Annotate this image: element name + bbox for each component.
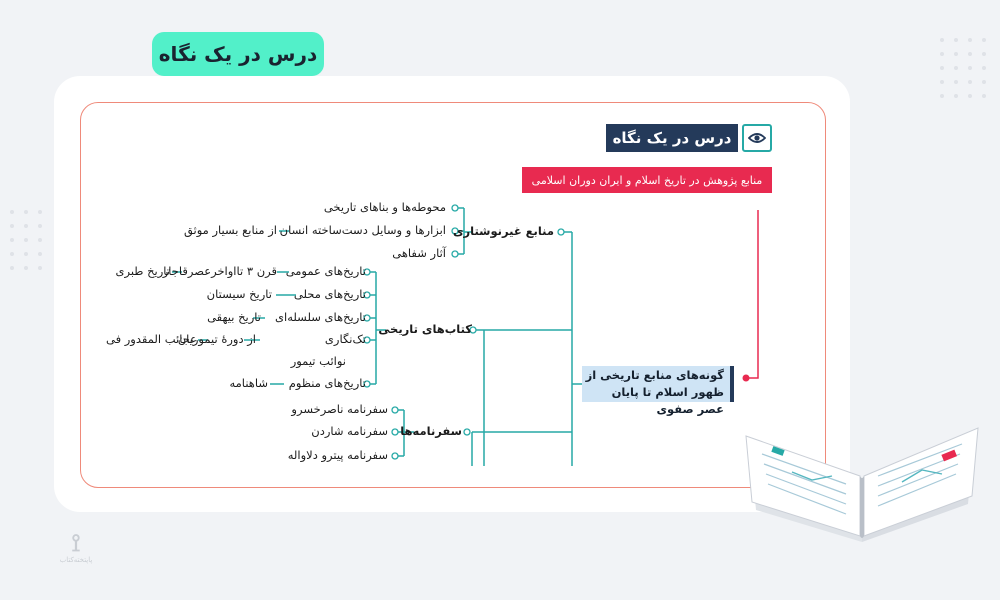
root-node-line2: ظهور اسلام تا پایان عصر صفوی [611,385,724,416]
root-node-line1: گونه‌های منابع تاریخی از [585,368,724,382]
books-general-example: تاریخ طبری [115,264,170,278]
non-written-item-artifacts-note: از منابع بسیار موثق [183,223,277,237]
books-monographs-period: از دورهٔ تیموریان [177,332,256,346]
books-monographs: تک‌نگاری [324,332,366,346]
books-local-example: تاریخ سیستان [206,287,272,301]
travelogue-nasir-khusraw: سفرنامه ناصرخسرو [291,402,388,416]
books-verse-example: شاهنامه [229,376,268,390]
travelogue-della-valle: سفرنامه پیترو دلاواله [287,448,388,462]
non-written-item-artifacts: ابزارها و وسایل دست‌ساخته انسان [279,223,446,237]
branch-historical-books: کتاب‌های تاریخی [378,322,472,336]
brand-logo-icon: ⟟ [71,529,81,557]
books-monographs-example: عجائب المقدور فی [106,332,197,346]
books-verse-histories: تاریخ‌های منظوم [288,376,366,390]
brand-logo-text: پاپتخته‌کتاب [59,556,93,564]
red-connector-dot [743,375,750,382]
red-connector [746,210,758,378]
page-title: درس در یک نگاه [152,32,324,76]
branch-travelogues: سفرنامه‌ها [400,424,462,438]
eye-icon [742,124,772,152]
non-written-item-oral: آثار شفاهی [392,246,446,260]
books-general-histories: تاریخ‌های عمومی [285,264,366,278]
brand-logo [56,530,96,564]
books-general-period: قرن ۳ تااواخرعصرقاجار [162,264,277,278]
non-written-item-sites: محوطه‌ها و بناهای تاریخی [323,200,446,214]
panel-header-title: درس در یک نگاه [606,124,738,152]
books-local-histories: تاریخ‌های محلی [293,287,366,301]
books-dynastic-example: تاریخ بیهقی [207,310,261,324]
root-node [582,366,734,416]
books-monographs-example-cont: نوائب تیمور [290,354,346,368]
panel-header [606,124,772,152]
open-book-illustration [742,392,982,556]
panel-subtitle: منابع پژوهش در تاریخ اسلام و ایران دوران اسلامی [522,167,772,193]
books-dynastic-histories: تاریخ‌های سلسله‌ای [275,310,366,324]
branch-non-written: منابع غیرنوشتاری [452,224,554,238]
travelogue-chardin: سفرنامه شاردن [311,424,388,438]
